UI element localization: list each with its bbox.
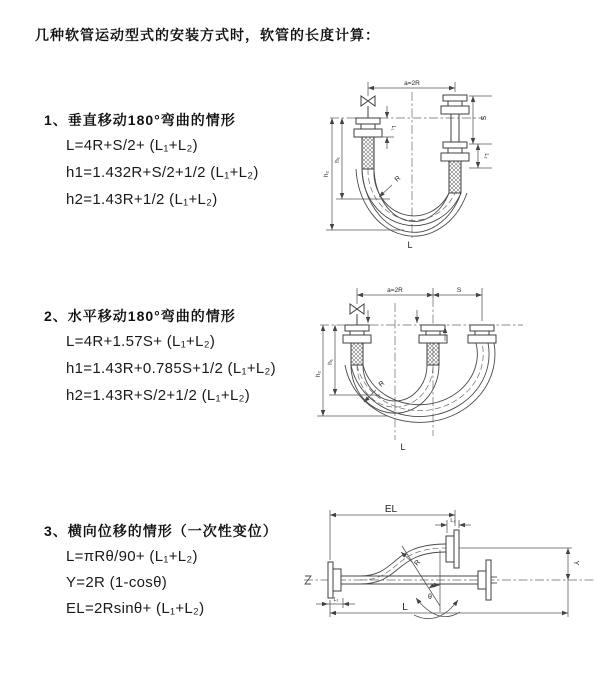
section-2-formula-1: L=4R+1.57S+ (L₁+L₂) [66, 333, 216, 350]
section-1-formula-2: h1=1.432R+S/2+1/2 (L₁+L₂) [66, 164, 259, 181]
dimension-span [368, 80, 455, 96]
section-2-formula-3: h2=1.43R+S/2+1/2 (L₁+L₂) [66, 387, 251, 404]
dim-label-s: S [479, 115, 486, 121]
valve-symbol [361, 96, 375, 118]
dim-label-l2: L₂ [450, 518, 456, 524]
right-pipe-flange [468, 325, 496, 343]
left-pipe-flange [354, 118, 382, 169]
dimension-l1 [380, 106, 396, 149]
section-3-heading: 3、横向位移的情形（一次性变位） [44, 523, 278, 539]
angle-label: θ [428, 594, 432, 601]
length-label: L [400, 442, 406, 452]
section-1-formula-3: h2=1.43R+1/2 (L₁+L₂) [66, 191, 218, 208]
dim-label-el: EL [384, 504, 398, 515]
dim-label-h2: h₂ [323, 170, 330, 178]
length-label: L [407, 240, 413, 250]
dimension-l [330, 600, 568, 617]
section-3-formula-3: EL=2Rsinθ+ (L₁+L₂) [66, 600, 205, 617]
dimension-l1 [316, 597, 355, 608]
dim-label-h1: h₁ [334, 157, 341, 163]
dim-label-h2: h₂ [315, 370, 322, 378]
middle-pipe-flange [419, 325, 447, 365]
diagram-1-vertical-180-bend [312, 72, 600, 257]
radius-label: R [413, 558, 422, 568]
radius-callout [379, 175, 402, 197]
hose-arcs [345, 343, 495, 422]
dim-label-l1: L₁ [390, 125, 396, 131]
dim-label-span: a=2R [404, 80, 420, 87]
length-label: L [402, 602, 408, 613]
section-3-formula-2: Y=2R (1-cosθ) [66, 574, 168, 591]
right-pipe-flange [441, 95, 469, 193]
dim-label-y: Y [572, 560, 579, 566]
left-pipe-flange [343, 325, 371, 365]
section-2-heading: 2、水平移动180°弯曲的情形 [44, 308, 236, 324]
dimension-el [330, 504, 455, 560]
section-2-formula-2: h1=1.43R+0.785S+1/2 (L₁+L₂) [66, 360, 276, 377]
dim-label-h1: h₁ [327, 359, 334, 365]
section-1-heading: 1、垂直移动180°弯曲的情形 [44, 112, 236, 128]
dim-label-l1: L₁ [333, 597, 339, 603]
dimension-l2 [469, 144, 492, 168]
dim-label-s: S [456, 287, 462, 294]
left-flange [328, 562, 341, 598]
centerlines [304, 576, 594, 584]
dim-label-span: a=2R [387, 287, 403, 294]
diagram-2-horizontal-180-bend [308, 278, 600, 463]
section-3-formula-1: L=πRθ/90+ (L₁+L₂) [66, 548, 198, 565]
radius-label: R [393, 174, 403, 184]
dimension-s [469, 96, 492, 144]
radius-label: R [377, 379, 387, 389]
dimension-y [459, 548, 579, 617]
dimension-s [433, 287, 482, 295]
dimension-span [357, 287, 482, 321]
dim-label-l2: L₂ [483, 153, 489, 159]
dimension-l2 [435, 518, 471, 533]
page-title: 几种软管运动型式的安装方式时，软管的长度计算： [35, 27, 380, 43]
valve-symbol [350, 304, 364, 325]
diagram-3-lateral-displacement [298, 500, 600, 648]
centerlines [320, 298, 523, 440]
section-1-formula-1: L=4R+S/2+ (L₁+L₂) [66, 137, 198, 154]
